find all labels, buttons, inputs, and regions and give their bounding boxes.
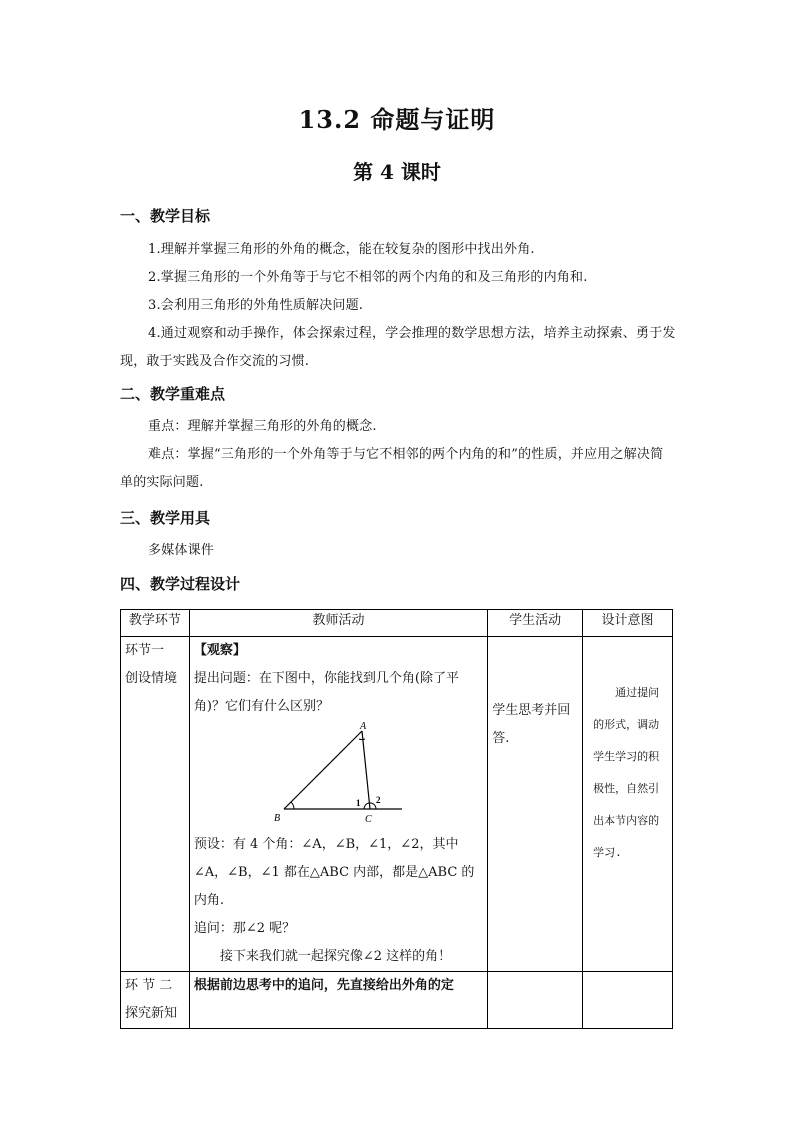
section-tools-heading: 三、教学用具 (120, 509, 211, 527)
key-point-text: 重点：理解并掌握三角形的外角的概念. (148, 419, 377, 434)
transition-text: 接下来我们就一起探究像∠2 这样的角！ (219, 949, 452, 964)
difficulty-text: 难点：掌握“三角形的一个外角等于与它不相邻的两个内角的和”的性质，并应用之解决简单的实际问题. (120, 447, 664, 490)
header-teacher: 教师活动 (189, 610, 487, 637)
stage2-label-line1: 环 节 二 (125, 978, 173, 993)
table-row (121, 972, 673, 1029)
design-intent-text: 通过提问的形式，调动学生学习的积极性，自然引出本节内容的学习. (593, 686, 660, 859)
section-process-heading: 四、教学过程设计 (120, 575, 241, 593)
vertex-label-b: B (273, 813, 280, 824)
triangle-figure (194, 721, 483, 831)
table-header-row (121, 610, 673, 637)
vertex-label-c: C (364, 814, 372, 825)
design-intent-cell-2 (583, 972, 673, 1029)
definition-intro-text: 根据前边思考中的追问，先直接给出外角的定 (193, 978, 454, 993)
tools-text: 多媒体课件 (148, 543, 215, 558)
stage-label-line2: 创设情境 (125, 671, 178, 686)
stage-cell (121, 972, 190, 1029)
angle-label-2: 2 (375, 795, 381, 805)
question-text: 提出问题：在下图中，你能找到几个角(除了平角)？它们有什么区别？ (193, 671, 459, 714)
student-activity-cell-2 (488, 972, 583, 1029)
document-title: 13.2 命题与证明 (298, 105, 496, 134)
observe-tag: 【观察】 (193, 643, 246, 658)
goal-item-4: 4.通过观察和动手操作，体会探索过程，学会推理的数学思想方法，培养主动探索、勇于发现，敢于实践及合作交流的习惯. (120, 326, 676, 369)
stage-label-line1: 环节一 (125, 643, 165, 658)
teacher-activity-cell (189, 637, 487, 972)
preset-answer: 预设：有 4 个角：∠A，∠B，∠1，∠2，其中∠A，∠B，∠1 都在△ABC 内部，都是△ABC 的内角. (193, 837, 475, 908)
header-student: 学生活动 (488, 610, 583, 637)
stage2-label-line2: 探究新知 (125, 1006, 178, 1021)
process-table (120, 609, 673, 1029)
table-row (121, 637, 673, 972)
section-keypoints-heading: 二、教学重难点 (120, 385, 226, 403)
lesson-subtitle: 第 4 课时 (353, 160, 441, 184)
follow-up-question: 追问：那∠2 呢？ (193, 921, 296, 936)
design-intent-cell (583, 637, 673, 972)
angle-label-1: 1 (355, 798, 361, 808)
header-intent: 设计意图 (583, 610, 673, 637)
goal-item-3: 3.会利用三角形的外角性质解决问题. (148, 298, 364, 313)
goal-item-2: 2.掌握三角形的一个外角等于与它不相邻的两个内角的和及三角形的内角和. (148, 270, 588, 285)
header-stage: 教学环节 (121, 610, 190, 637)
triangle-diagram (274, 721, 414, 831)
teacher-activity-cell-2 (189, 972, 487, 1029)
stage-cell (121, 637, 190, 972)
section-goals-heading: 一、教学目标 (120, 207, 211, 225)
vertex-label-a: A (359, 721, 366, 732)
student-activity-cell: 学生思考并回答. (488, 637, 583, 972)
goal-item-1: 1.理解并掌握三角形的外角的概念，能在较复杂的图形中找出外角. (148, 242, 535, 257)
